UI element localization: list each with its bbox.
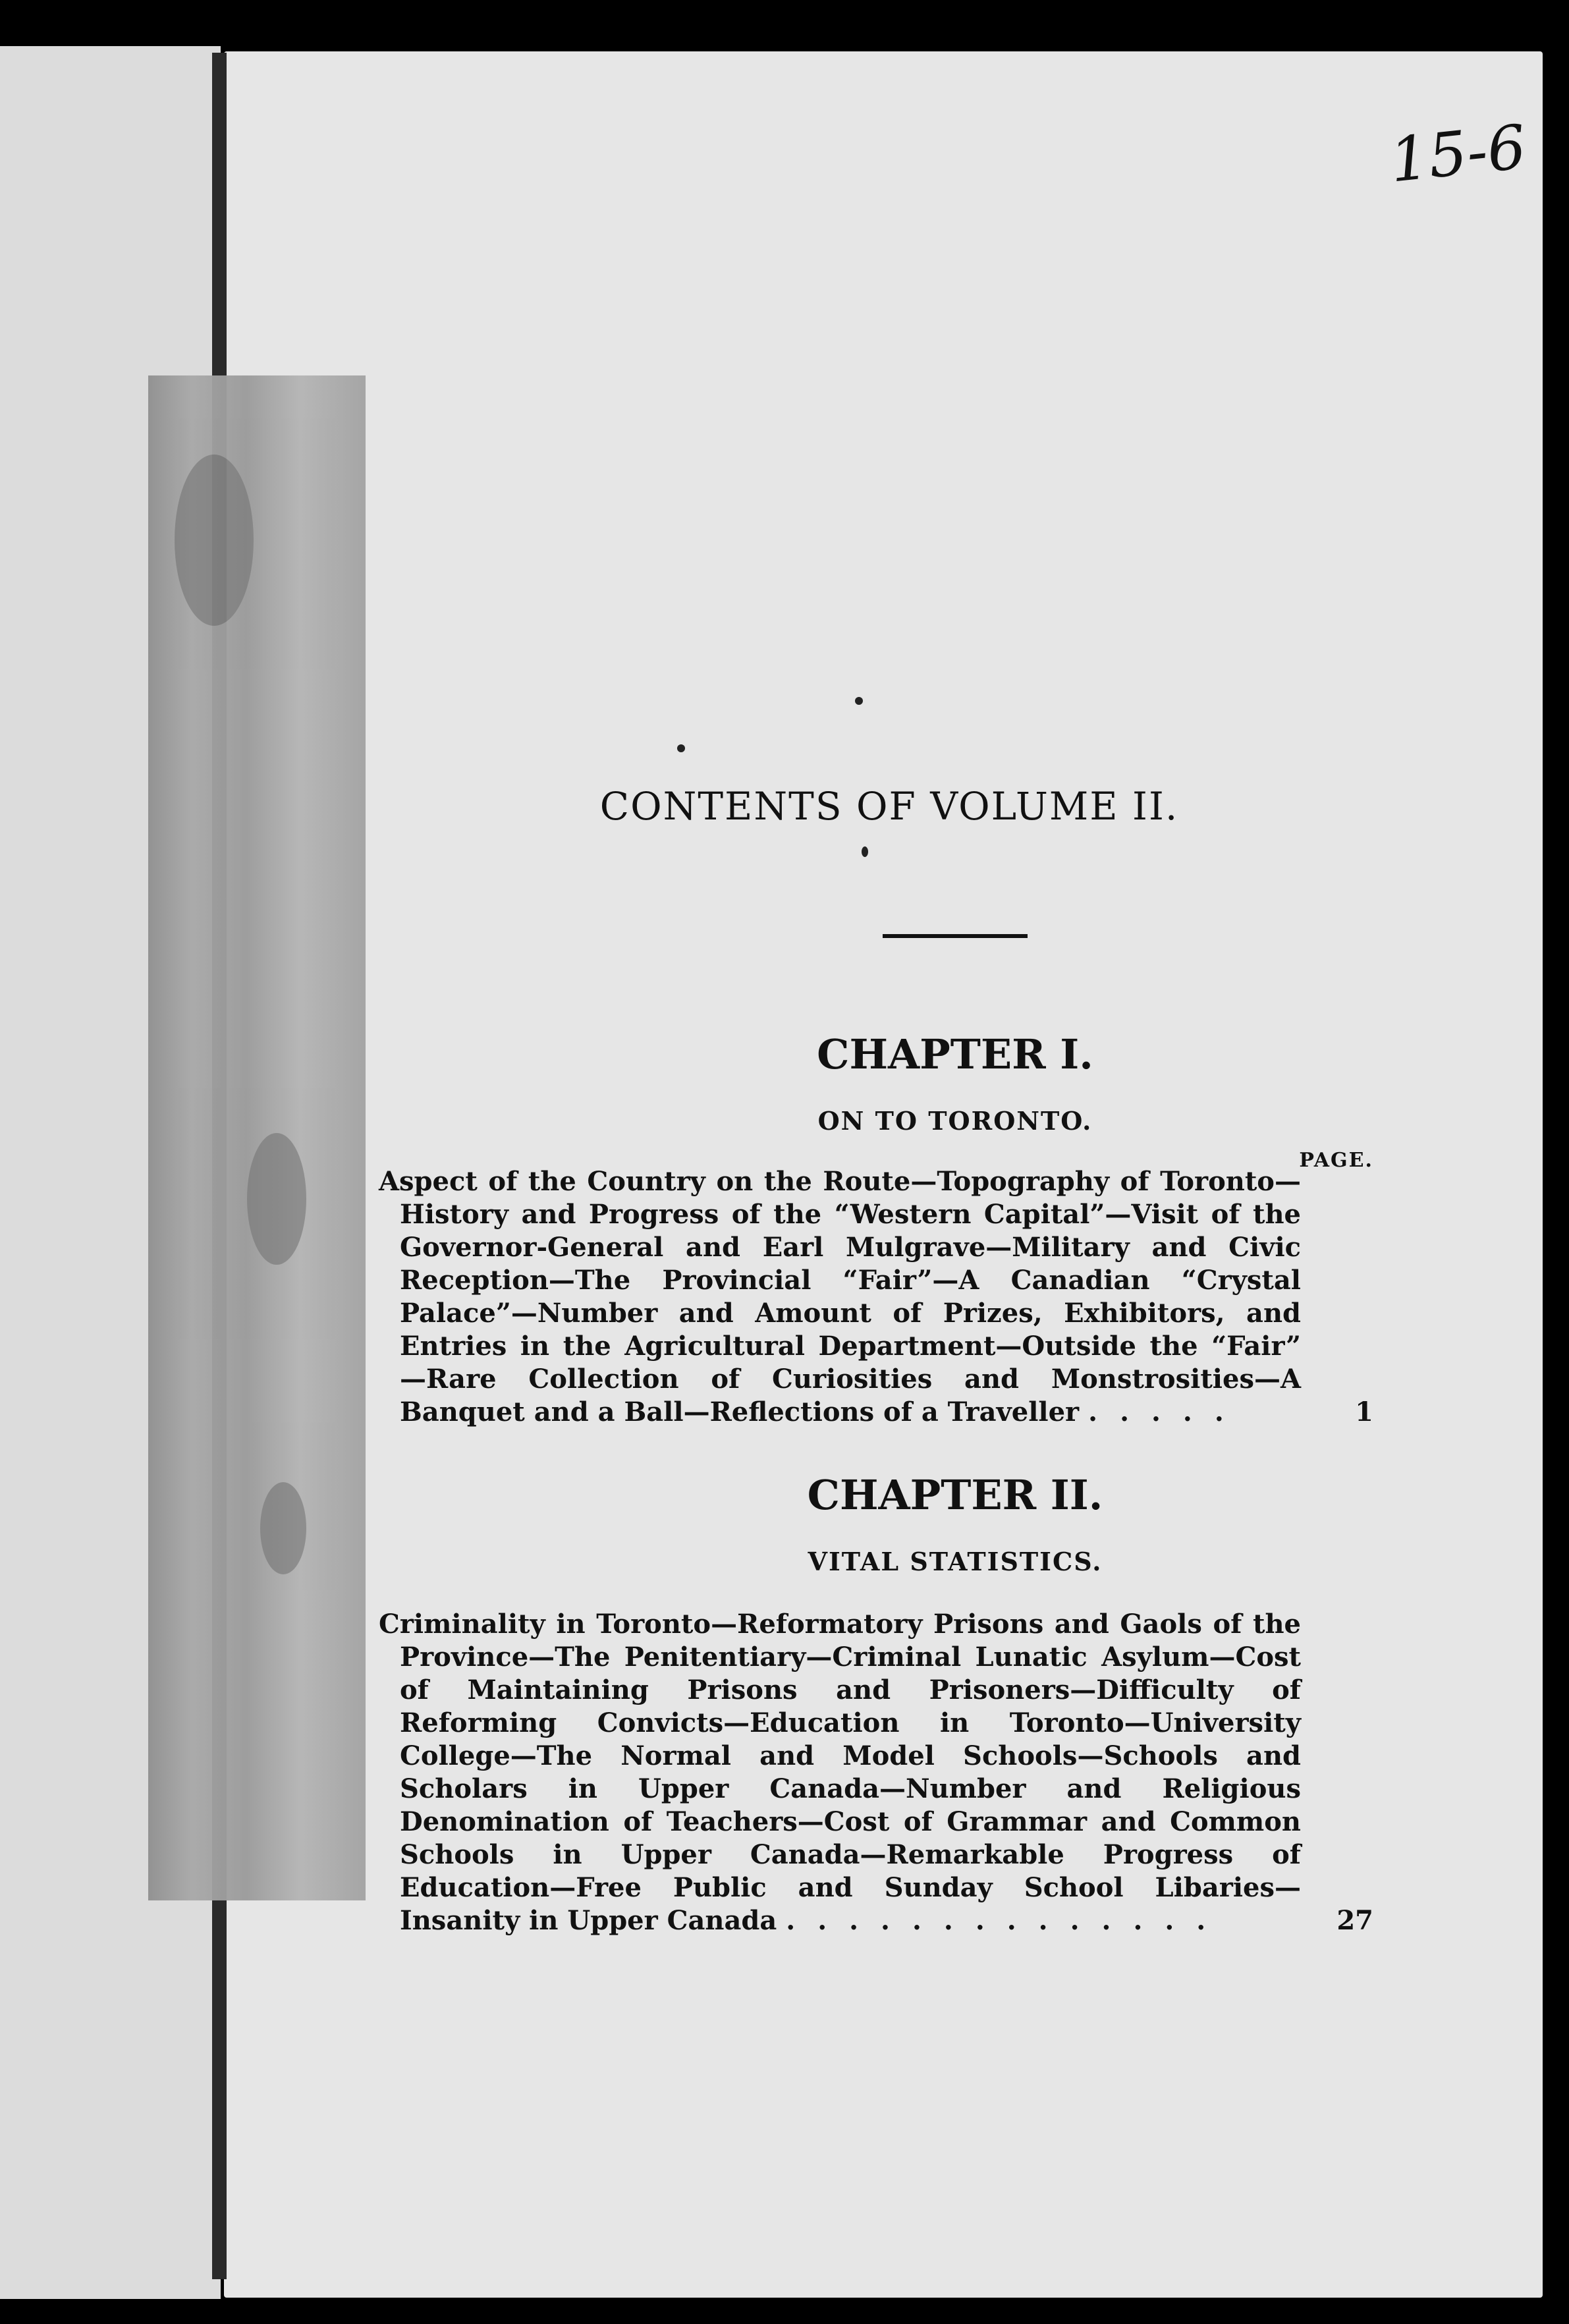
tape-stain <box>247 1133 306 1265</box>
chapter-2-subtitle: VITAL STATISTICS. <box>808 1547 1103 1576</box>
chapter-1-subtitle: ON TO TORONTO. <box>817 1106 1093 1136</box>
contents-title: CONTENTS OF VOLUME II. <box>599 784 1179 829</box>
chapter-2-heading: CHAPTER II. <box>807 1471 1103 1519</box>
chapter-1-leaders: ..... <box>1088 1397 1246 1427</box>
chapter-1-heading: CHAPTER I. <box>817 1030 1093 1078</box>
chapter-1-page-number: 1 <box>1355 1397 1373 1427</box>
chapter-2-page-number: 27 <box>1336 1905 1373 1936</box>
chapter-2-summary <box>379 1608 1373 1937</box>
chapter-2-leaders: .............. <box>786 1905 1228 1936</box>
chapter-1-summary-text: Aspect of the Country on the Route—Topography of Toronto—History and Progress of the “Western Capital”—Visit of the Governor-General and Earl Mulgrave—Military and Civic Reception—The Provincial “Fair”—A Canadian “Crystal Palace”—Number and Amount of Prizes, Exhibitors, and Entries in the Agricultural Department—Outside the “Fair” —Rare Collection of Curiosities and Monstrosities—A Banquet and a Ball—Reflections of a Traveller <box>379 1166 1301 1427</box>
ink-speck <box>677 744 685 752</box>
ink-speck <box>855 697 863 705</box>
binding-tape <box>148 375 366 1900</box>
handwritten-note: 15-6 <box>1386 111 1529 196</box>
page-column-label: PAGE. <box>1299 1149 1373 1172</box>
chapter-1-summary <box>379 1165 1373 1429</box>
tape-stain <box>175 455 254 626</box>
title-rule <box>883 934 1028 938</box>
contents-section <box>379 784 1373 1937</box>
tape-stain <box>260 1482 306 1574</box>
chapter-2-summary-text: Criminality in Toronto—Reformatory Prisons and Gaols of the Province—The Penitentiary—Criminal Lunatic Asylum—Cost of Maintaining Prisons and Prisoners—Difficulty of Reforming Convicts—Education in Toronto—University College—The Normal and Model Schools—Schools and Scholars in Upper Canada—Number and Religious Denomination of Teachers—Cost of Grammar and Common Schools in Upper Canada—Remarkable Progress of Education—Free Public and Sunday School Libaries—Insanity in Upper Canada <box>379 1609 1301 1936</box>
